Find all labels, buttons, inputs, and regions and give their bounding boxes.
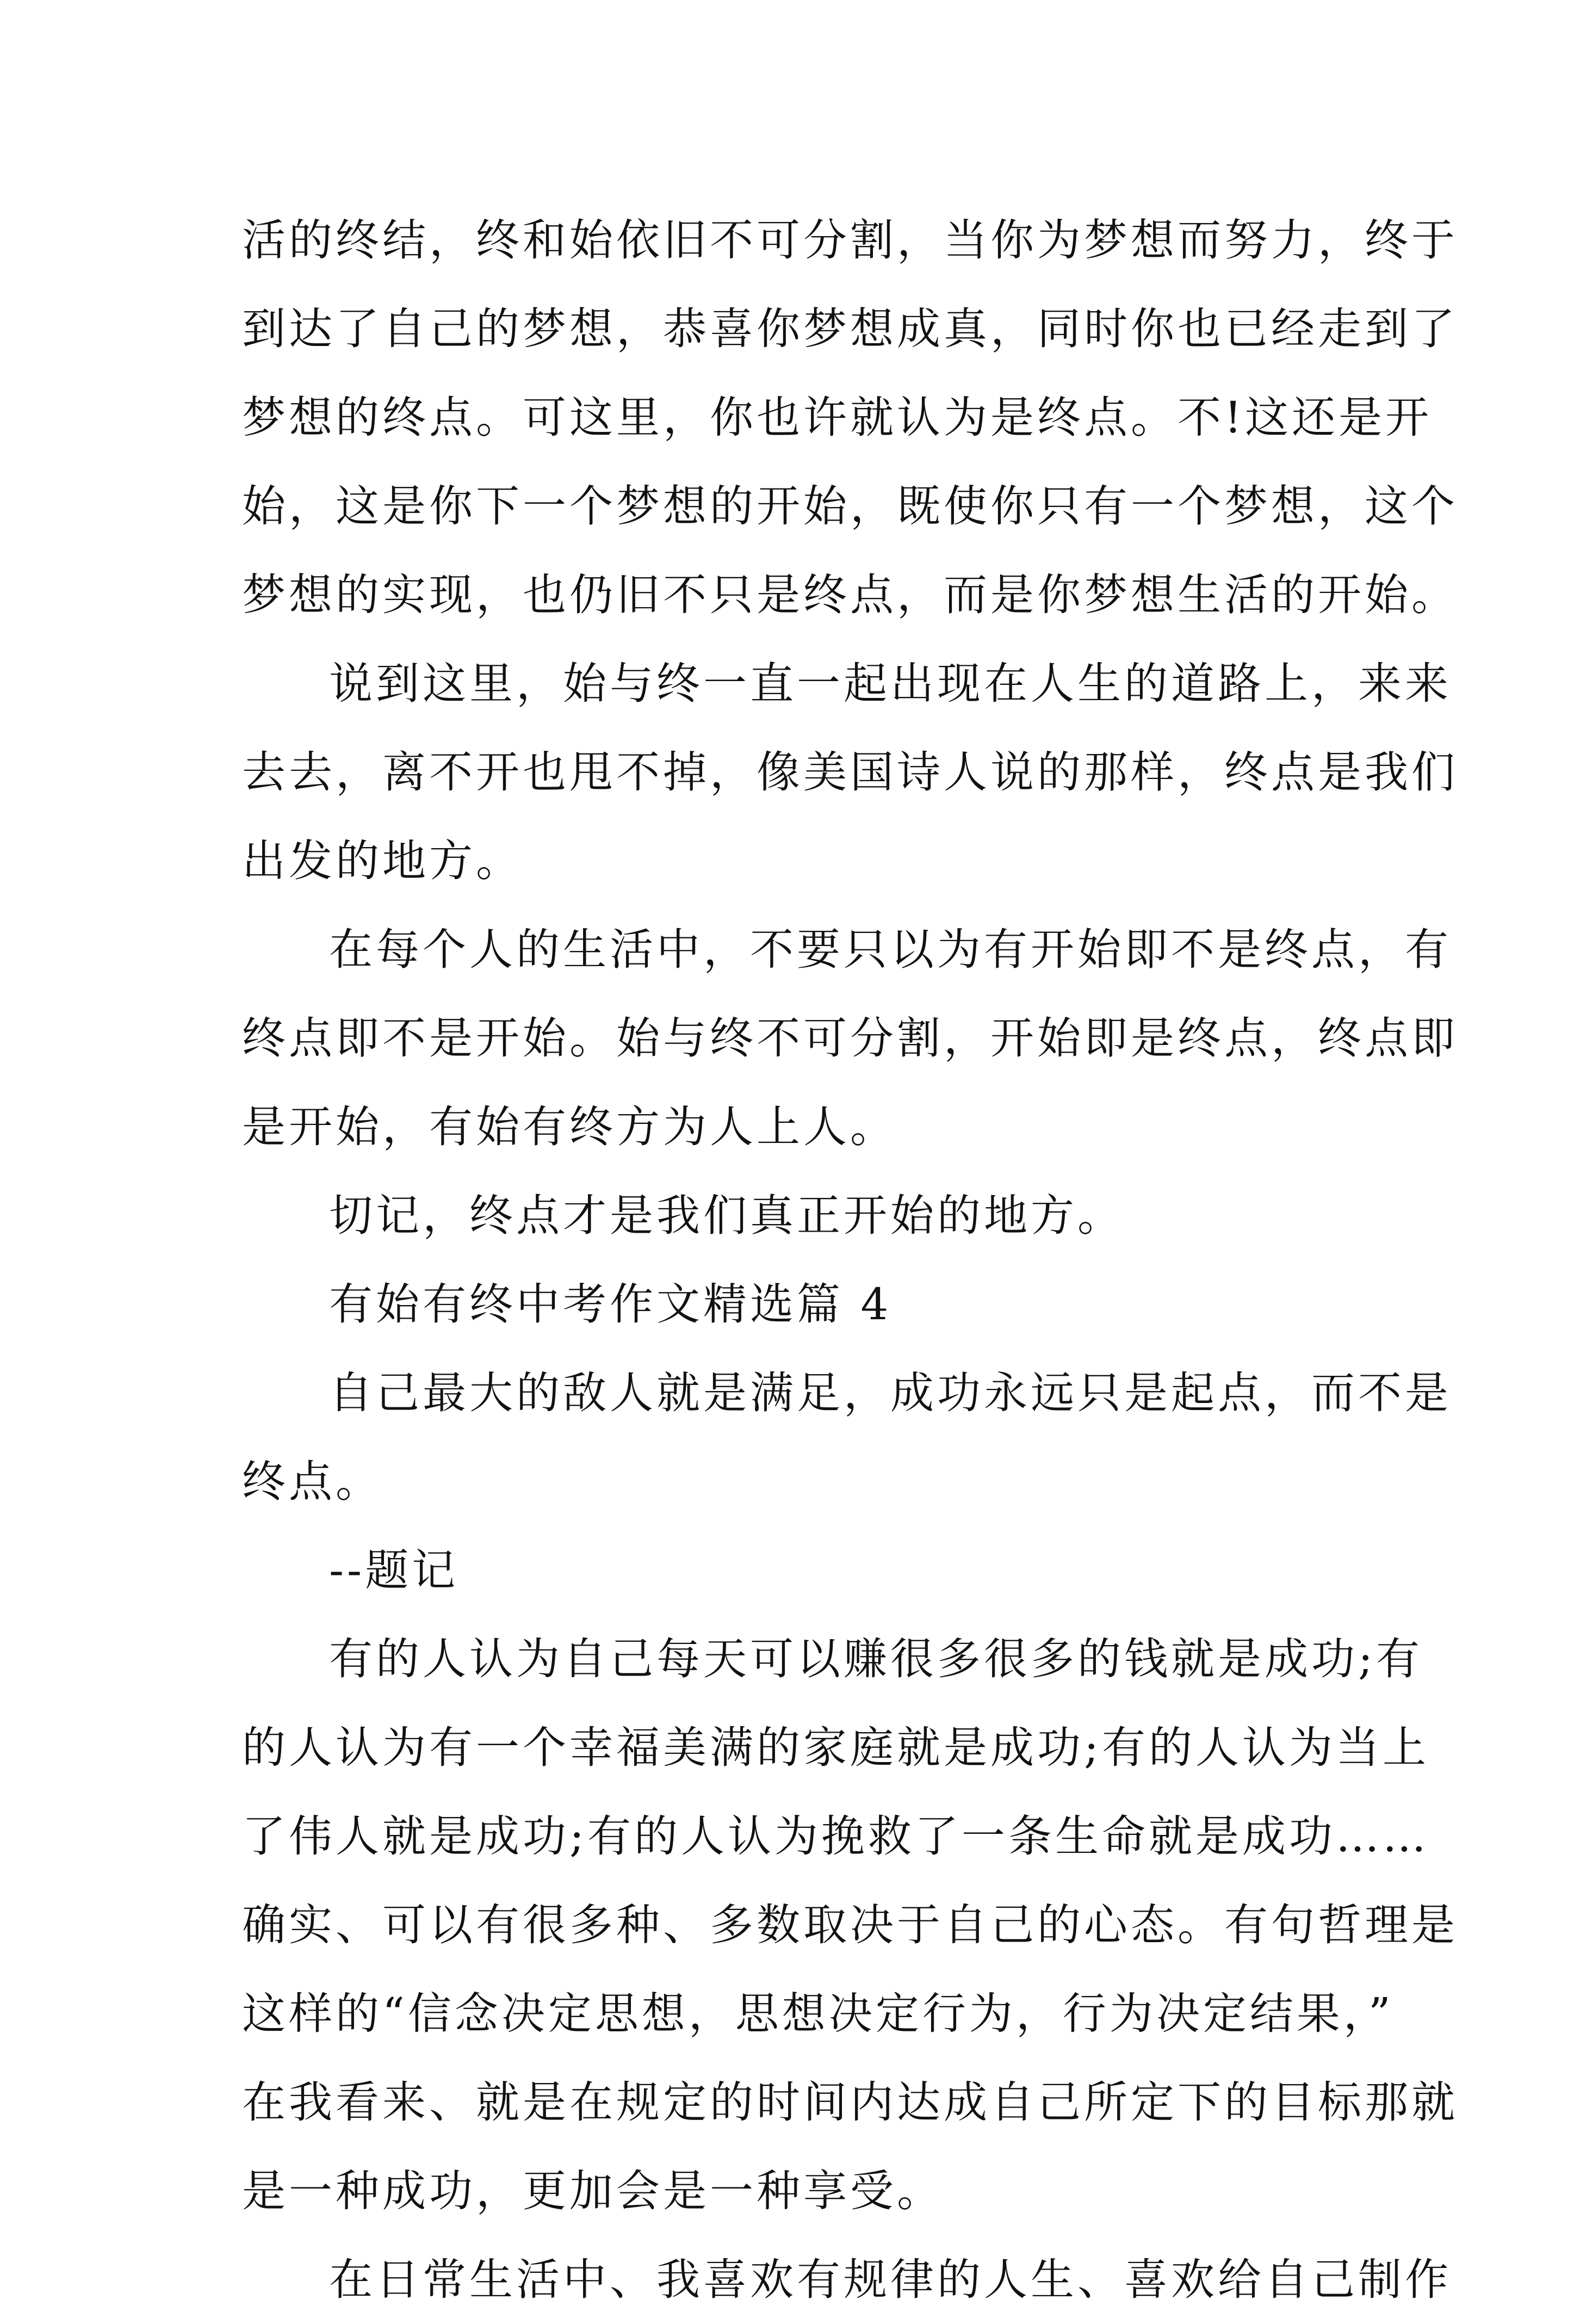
text-line: 去去，离不开也甩不掉，像美国诗人说的那样，终点是我们 bbox=[242, 747, 1458, 798]
paragraph-start-line: 在每个人的生活中，不要只以为有开始即不是终点，有 bbox=[329, 924, 1452, 975]
text-line: 这样的“信念决定思想，思想决定行为，行为决定结果，” bbox=[242, 1988, 1394, 2039]
text-line: 始，这是你下一个梦想的开始，既使你只有一个梦想，这个 bbox=[242, 481, 1458, 531]
text-line: 出发的地方。 bbox=[242, 836, 523, 886]
paragraph-start-line: 说到这里，始与终一直一起出现在人生的道路上，来来 bbox=[329, 658, 1452, 709]
section-heading: 有始有终中考作文精选篇 4 bbox=[329, 1279, 892, 1330]
text-line: 了伟人就是成功;有的人认为挽救了一条生命就是成功…… bbox=[242, 1811, 1429, 1862]
text-line: 活的终结，终和始依旧不可分割，当你为梦想而努力，终于 bbox=[242, 215, 1458, 265]
text-line: 到达了自己的梦想，恭喜你梦想成真，同时你也已经走到了 bbox=[242, 304, 1458, 354]
epigraph-line: 终点。 bbox=[242, 1456, 382, 1507]
paragraph-start-line: 切记，终点才是我们真正开始的地方。 bbox=[329, 1190, 1124, 1241]
text-line: 梦想的实现，也仍旧不只是终点，而是你梦想生活的开始。 bbox=[242, 570, 1458, 620]
text-line: 终点即不是开始。始与终不可分割，开始即是终点，终点即 bbox=[242, 1013, 1458, 1064]
epigraph-attribution: --题记 bbox=[329, 1545, 459, 1596]
paragraph-start-line: 在日常生活中、我喜欢有规律的人生、喜欢给自己制作 bbox=[329, 2254, 1452, 2305]
text-line: 梦想的终点。可这里，你也许就认为是终点。不!这还是开 bbox=[242, 392, 1433, 443]
text-line: 的人认为有一个幸福美满的家庭就是成功;有的人认为当上 bbox=[242, 1722, 1429, 1773]
text-line: 确实、可以有很多种、多数取决于自己的心态。有句哲理是 bbox=[242, 1900, 1458, 1950]
text-line: 是一种成功，更加会是一种享受。 bbox=[242, 2166, 944, 2216]
text-line: 在我看来、就是在规定的时间内达成自己所定下的目标那就 bbox=[242, 2077, 1458, 2128]
document-body bbox=[242, 196, 1458, 2324]
text-line: 是开始，有始有终方为人上人。 bbox=[242, 1102, 897, 1152]
paragraph-start-line: 有的人认为自己每天可以赚很多很多的钱就是成功;有 bbox=[329, 1634, 1423, 1684]
epigraph-line: 自己最大的敌人就是满足，成功永远只是起点，而不是 bbox=[329, 1368, 1452, 1418]
